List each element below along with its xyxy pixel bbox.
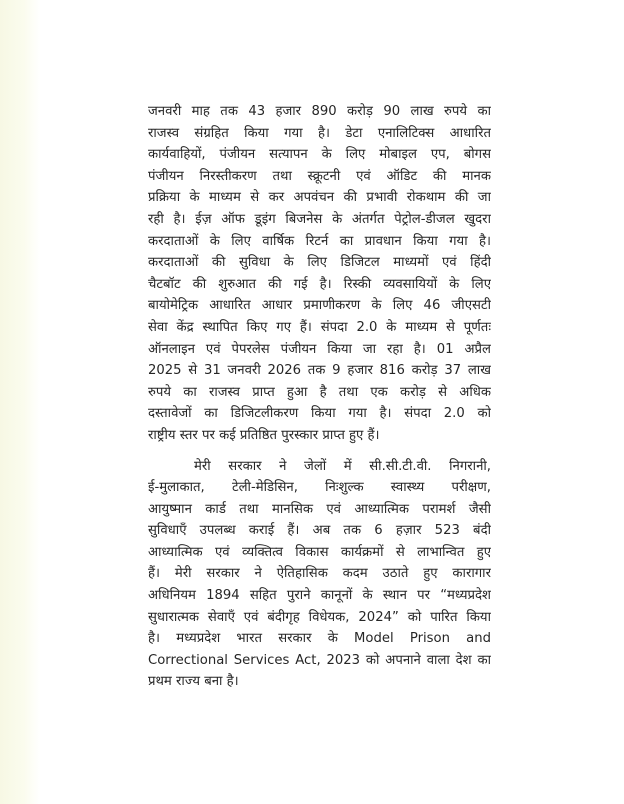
text-line: कार्यवाहियों, पंजीयन सत्यापन के लिए मोबाइल एप, बोगस (148, 147, 491, 163)
text-line: सुधारात्मक सेवाएँ एवं बंदीगृह विधेयक, 2024” को पारित किया (148, 609, 491, 625)
text-line: हैं। मेरी सरकार ने ऐतिहासिक कदम उठाते हुए कारागार (148, 566, 491, 582)
text-line: दस्तावेजों का डिजिटलीकरण किया गया है। संपदा 2.0 को (148, 406, 491, 422)
text-line: प्रक्रिया के माध्यम से कर अपवंचन की प्रभावी रोकथाम की जा (148, 190, 491, 206)
text-line: ऑनलाइन एवं पेपरलेस पंजीयन किया जा रहा है। 01 अप्रैल (148, 341, 491, 357)
text-line: सेवा केंद्र स्थापित किए गए हैं। संपदा 2.0 के माध्यम से पूर्णतः (148, 319, 491, 335)
text-line: आध्यात्मिक एवं व्यक्तित्व विकास कार्यक्रमों से लाभान्वित हुए (148, 544, 491, 560)
text-line: अधिनियम 1894 सहित पुराने कानूनों के स्थान पर “मध्यप्रदेश (148, 588, 491, 604)
text-line: 2025 से 31 जनवरी 2026 तक 9 हजार 816 करोड़ 37 लाख (148, 363, 491, 379)
text-line: सुविधाएँ उपलब्ध कराई हैं। अब तक 6 हज़ार 523 बंदी (148, 523, 491, 539)
text-line: करदाताओं के लिए वार्षिक रिटर्न का प्रावधान किया गया है। (148, 233, 491, 249)
document-body (148, 101, 491, 693)
text-line: रुपये का राजस्व प्राप्त हुआ है तथा एक करोड़ से अधिक (148, 384, 491, 400)
text-line: राजस्व संग्रहित किया गया है। डेटा एनालिटिक्स आधारित (148, 125, 491, 141)
text-line: बायोमेट्रिक आधारित आधार प्रमाणीकरण के लिए 46 जीएसटी (148, 298, 491, 314)
text-line: है। मध्यप्रदेश भारत सरकार के Model Prison and (148, 631, 491, 647)
text-line: जनवरी माह तक 43 हजार 890 करोड़ 90 लाख रुपये का (148, 104, 491, 119)
text-line: प्रथम राज्य बना है। (148, 674, 239, 690)
text-line: रही है। ईज़ ऑफ डूइंग बिजनेस के अंतर्गत पेट्रोल-डीजल खुदरा (148, 211, 491, 227)
paragraph-revenue-registration (148, 101, 491, 447)
paragraph-prison-reforms (148, 456, 491, 694)
text-line: पंजीयन निरस्तीकरण तथा स्क्रूटनी एवं ऑडिट की मानक (148, 168, 491, 184)
text-line: करदाताओं की सुविधा के लिए डिजिटल माध्यमों एवं हिंदी (148, 255, 491, 271)
text-line: चैटबॉट की शुरुआत की गई है। रिस्की व्यवसायियों के लिए (148, 276, 491, 292)
text-line: आयुष्मान कार्ड तथा मानसिक एवं आध्यात्मिक परामर्श जैसी (148, 501, 491, 517)
scan-edge-shading (0, 0, 40, 804)
text-line: Correctional Services Act, 2023 को अपनाने वाला देश का (148, 652, 491, 668)
text-line: राष्ट्रीय स्तर पर कई प्रतिष्ठित पुरस्कार प्राप्त हुए हैं। (148, 427, 380, 443)
text-line: मेरी सरकार ने जेलों में सी.सी.टी.वी. निगरानी, (194, 458, 491, 474)
text-line: ई-मुलाकात, टेली-मेडिसिन, निःशुल्क स्वास्थ्य परीक्षण, (148, 480, 491, 496)
